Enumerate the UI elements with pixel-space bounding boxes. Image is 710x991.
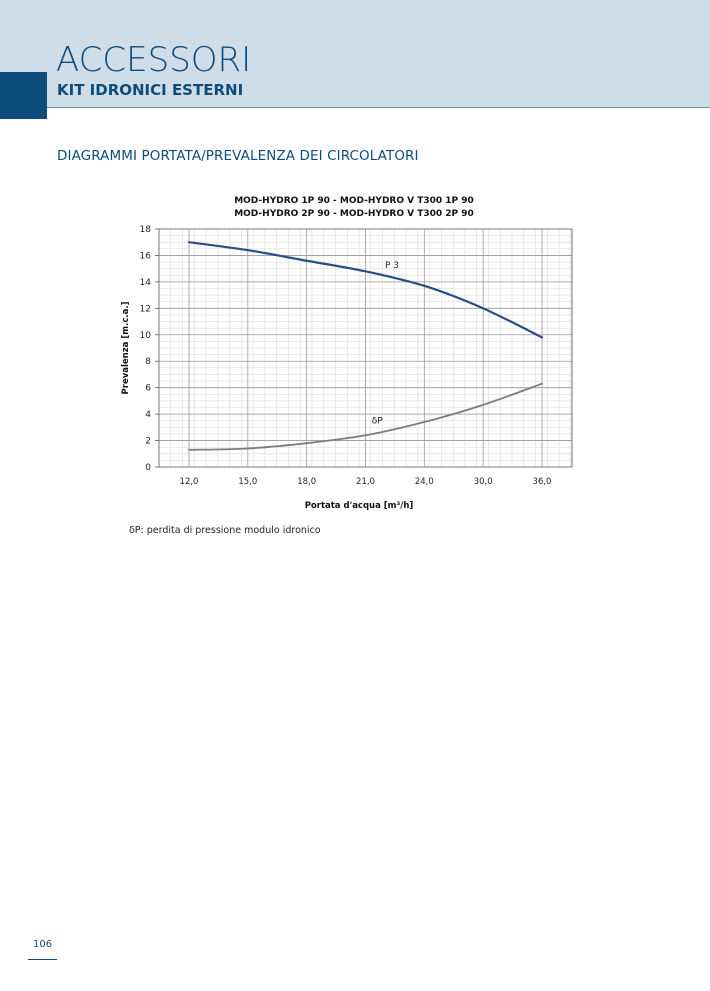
chart-y-tick-labels [140,225,159,473]
x-tick-label: 24,0 [414,477,434,487]
y-tick-label: 4 [145,410,151,421]
footnote: δP: perdita di pressione modulo idronico [129,525,321,536]
chart-text-layer [121,196,474,511]
y-tick-label: 18 [139,225,151,235]
x-tick-label: 36,0 [532,477,552,487]
chart-title-line-1: MOD-HYDRO 1P 90 - MOD-HYDRO V T300 1P 90 [234,196,474,206]
x-tick-label: 18,0 [297,477,317,487]
x-tick-label: 12,0 [179,477,199,487]
header-divider [47,107,710,108]
chart-x-axis-label: Portata d'acqua [m³/h] [304,501,414,511]
page-title: ACCESSORI [56,40,252,80]
y-tick-label: 6 [145,383,151,394]
section-title: DIAGRAMMI PORTATA/PREVALENZA DEI CIRCOLATORI [57,148,419,164]
page-subtitle: KIT IDRONICI ESTERNI [57,81,244,99]
chart-x-tick-labels [180,477,552,487]
flow-head-chart [100,185,610,515]
chart-title-line-2: MOD-HYDRO 2P 90 - MOD-HYDRO V T300 2P 90 [234,209,474,219]
y-tick-label: 16 [139,251,151,262]
x-tick-label: 15,0 [238,477,258,487]
y-tick-label: 0 [145,463,151,473]
x-tick-label: 21,0 [356,477,375,487]
y-tick-label: 2 [145,436,151,447]
y-tick-label: 14 [139,277,151,288]
series-label: δP [371,416,383,427]
series-label: P 3 [384,260,399,271]
chart-y-axis-label: Prevalenza [m.c.a.] [121,301,131,395]
page-number-rule [28,959,57,960]
y-tick-label: 12 [139,304,151,315]
x-tick-label: 30,0 [473,477,493,487]
y-tick-label: 10 [139,330,151,341]
y-tick-label: 8 [145,357,151,368]
page-number: 106 [33,939,53,950]
header-accent-block [0,72,47,119]
